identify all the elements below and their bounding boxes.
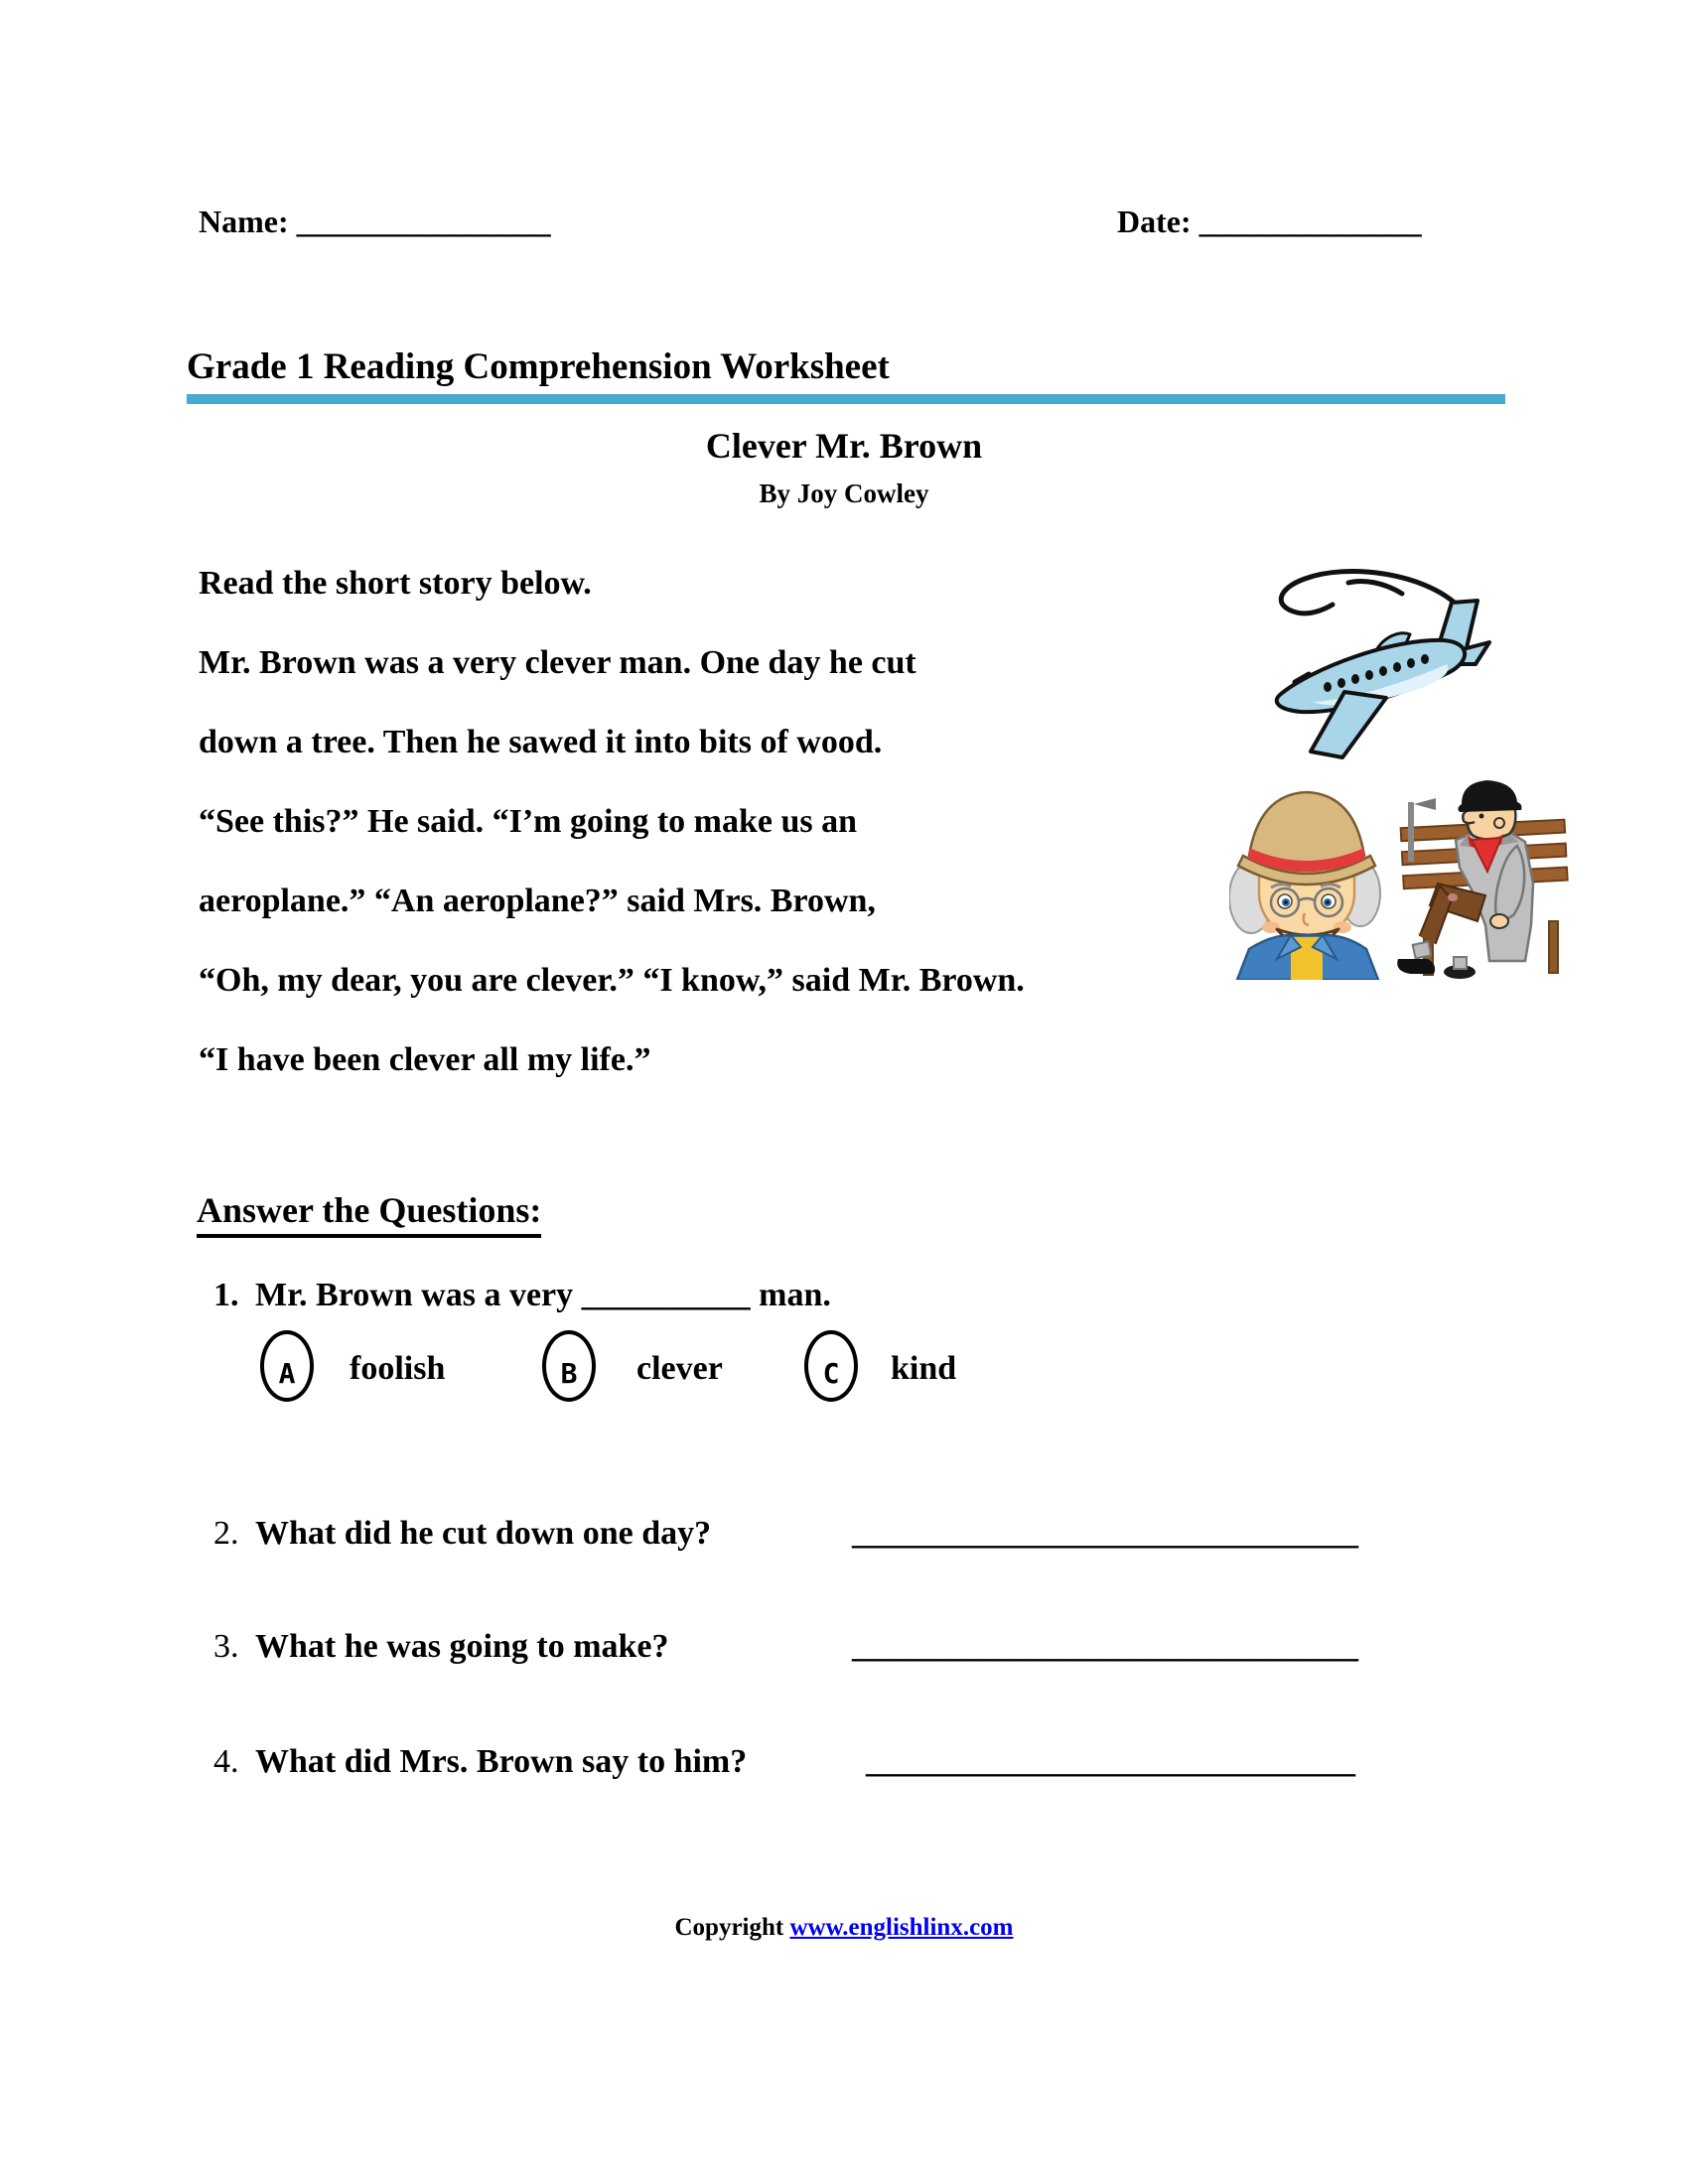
question-3-number: 3. [213, 1628, 239, 1665]
airplane-illustration [1253, 561, 1501, 774]
airplane-icon [1253, 561, 1501, 769]
story-block [199, 544, 1025, 1100]
question-4-number: 4. [213, 1743, 239, 1780]
option-label-foolish: foolish [350, 1350, 446, 1387]
option-bubble-b[interactable]: B [542, 1330, 596, 1402]
story-line: “Oh, my dear, you are clever.” “I know,” said Mr. Brown. [199, 962, 1025, 999]
question-3-text: What he was going to make? [255, 1628, 669, 1665]
question-1-text-before: Mr. Brown was a very [255, 1277, 574, 1313]
question-4-answer-line: _____________________________ [866, 1743, 1355, 1780]
story-line: aeroplane.” “An aeroplane?” said Mrs. Brown, [199, 883, 876, 919]
name-label: Name: [199, 204, 289, 239]
copyright-label: Copyright [674, 1914, 784, 1941]
question-4 [213, 1743, 747, 1781]
answer-questions-heading: Answer the Questions: [197, 1189, 541, 1238]
story-line: down a tree. Then he sawed it into bits of wood. [199, 724, 883, 760]
option-label-kind: kind [891, 1350, 957, 1387]
question-1 [213, 1277, 831, 1314]
question-1-blank: __________ [581, 1277, 751, 1313]
question-2-text: What did he cut down one day? [255, 1515, 712, 1552]
question-2-answer-line: ______________________________ [852, 1515, 1358, 1552]
footer [0, 1914, 1688, 1942]
question-2 [213, 1515, 711, 1553]
title-rule [187, 394, 1505, 404]
englishlinx-link[interactable]: www.englishlinx.com [789, 1914, 1014, 1941]
question-1-number: 1. [213, 1277, 239, 1313]
story-title: Clever Mr. Brown [705, 426, 983, 466]
question-4-text: What did Mrs. Brown say to him? [255, 1743, 748, 1780]
story-line: Mr. Brown was a very clever man. One day he cut [199, 644, 916, 681]
date-blank-line: ______________ [1198, 204, 1422, 239]
story-instruction: Read the short story below. [199, 565, 592, 602]
question-3-answer-line: ______________________________ [852, 1628, 1358, 1665]
date-row [1117, 204, 1422, 240]
question-1-text-after: man. [759, 1277, 831, 1313]
name-blank-line: ________________ [296, 204, 551, 239]
story-line: “See this?” He said. “I’m going to make us an [199, 803, 858, 840]
option-label-clever: clever [636, 1350, 723, 1387]
old-woman-and-man-on-bench-icon [1229, 776, 1572, 980]
story-line: “I have been clever all my life.” [199, 1041, 651, 1078]
option-bubble-a[interactable]: A [260, 1330, 314, 1402]
story-byline: By Joy Cowley [759, 478, 929, 508]
question-3 [213, 1628, 669, 1666]
question-2-number: 2. [213, 1515, 239, 1552]
page-title: Grade 1 Reading Comprehension Worksheet [187, 346, 890, 387]
people-illustration [1229, 776, 1572, 985]
option-bubble-c[interactable]: C [804, 1330, 858, 1402]
date-label: Date: [1117, 204, 1192, 239]
name-row [199, 204, 551, 240]
